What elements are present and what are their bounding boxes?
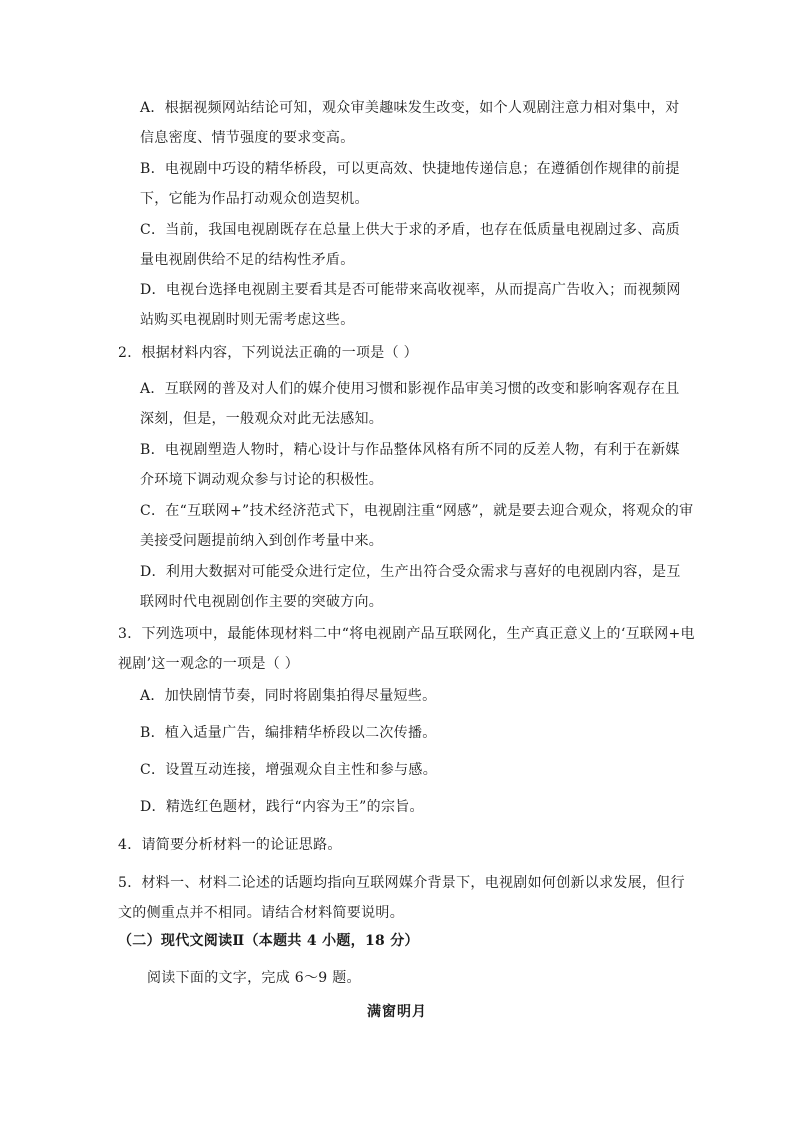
q3-option-c: C．设置互动连接，增强观众自主性和参与感。 xyxy=(140,762,438,778)
article-title: 满窗明月 xyxy=(367,1004,427,1020)
q2-option-b: B．电视剧塑造人物时，精心设计与作品整体风格有所不同的反差人物，有利于在新媒 介环境下调动观众参与讨论的积极性。 xyxy=(140,442,680,488)
q2-option-d: D．利用大数据对可能受众进行定位，生产出符合受众需求与喜好的电视剧内容，是互 联网时代电视剧创作主要的突破方向。 xyxy=(140,564,681,610)
q1-option-a: A．根据视频网站结论可知，观众审美趣味发生改变，如个人观剧注意力相对集中，对 信息密度、情节强度的要求变高。 xyxy=(140,100,680,146)
q4-stem: 4．请简要分析材料一的论证思路。 xyxy=(118,837,342,853)
q3-option-b: B．植入适量广告，编排精华桥段以二次传播。 xyxy=(140,725,437,741)
q5-stem: 5．材料一、材料二论述的话题均指向互联网媒介背景下，电视剧如何创新以求发展，但行 文的侧重点并不相同。请结合材料简要说明。 xyxy=(118,875,685,921)
q3-stem: 3．下列选项中，最能体现材料二中“将电视剧产品互联网化，生产真正意义上的‘互联网+电 视剧’这一观念的一项是（ ） xyxy=(118,626,695,672)
q2-option-c: C．在“互联网+”技术经济范式下，电视剧注重“网感”，就是要去迎合观众，将观众的审 美接受问题提前纳入到创作考量中来。 xyxy=(140,503,694,549)
q3-option-a: A．加快剧情节奏，同时将剧集拍得尽量短些。 xyxy=(140,688,437,704)
q1-option-b: B．电视剧中巧设的精华桥段，可以更高效、快捷地传递信息；在遵循创作规律的前提 下，它能为作品打动观众创造契机。 xyxy=(140,161,680,207)
q2-stem: 2．根据材料内容，下列说法正确的一项是（ ） xyxy=(118,345,418,361)
q1-option-d: D．电视台选择电视剧主要看其是否可能带来高收视率，从而提高广告收入；而视频网 站购买电视剧时则无需考虑这些。 xyxy=(140,282,681,328)
q2-option-a: A．互联网的普及对人们的媒介使用习惯和影视作品审美习惯的改变和影响客观存在且 深刻，但是，一般观众对此无法感知。 xyxy=(140,381,680,427)
q1-option-c: C．当前，我国电视剧既存在总量上供大于求的矛盾，也存在低质量电视剧过多、高质 量电视剧供给不足的结构性矛盾。 xyxy=(140,222,681,268)
section-heading: （二）现代文阅读Ⅱ（本题共 4 小题，18 分） xyxy=(118,933,419,949)
q3-option-d: D．精选红色题材，践行“内容为王”的宗旨。 xyxy=(140,799,424,815)
reading-instruction: 阅读下面的文字，完成 6～9 题。 xyxy=(147,970,361,986)
